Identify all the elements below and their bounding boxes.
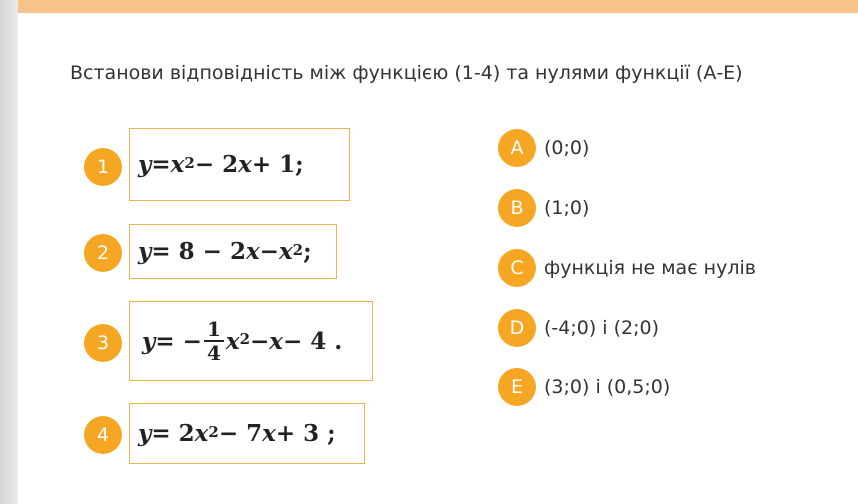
formula-var: y — [142, 327, 156, 355]
formula-var: x — [278, 238, 293, 265]
fraction-numerator: 1 — [204, 318, 224, 342]
formula-fraction — [204, 318, 224, 364]
formula-part: ; — [303, 238, 312, 265]
top-accent-bar — [18, 0, 858, 13]
formula-part: + 1; — [251, 151, 304, 178]
formula-part: + 3 ; — [275, 420, 336, 447]
formula-exponent: 2 — [184, 153, 195, 172]
quiz-card — [18, 0, 858, 504]
formula-exponent: 2 — [239, 330, 251, 348]
formula-var: x — [194, 420, 209, 447]
formula-part: − — [250, 327, 270, 355]
question-text: Встанови відповідність між функцією (1-4) та нулями функції (А-Е) — [70, 62, 743, 84]
formula-var: x — [262, 420, 276, 447]
formula-var: x — [170, 151, 185, 178]
formula-part: − 2 — [194, 151, 239, 178]
answer-d-text: (-4;0) і (2;0) — [544, 317, 660, 339]
formula-part: = — [151, 151, 171, 178]
answer-b-badge: B — [498, 189, 536, 227]
formula-var: x — [245, 238, 260, 265]
formula-part: = 8 − 2 — [151, 238, 246, 265]
formula-var: y — [138, 420, 152, 447]
formula-var: y — [138, 238, 152, 265]
function-4-formula[interactable] — [129, 403, 365, 464]
function-1-formula[interactable] — [129, 128, 350, 201]
formula-exponent: 2 — [292, 240, 304, 259]
formula-var: x — [238, 151, 252, 178]
formula-part: − — [259, 238, 279, 265]
function-2-formula[interactable] — [129, 224, 337, 279]
function-1-badge: 1 — [84, 148, 122, 186]
formula-exponent: 2 — [208, 422, 219, 441]
answer-c-badge: C — [498, 249, 536, 287]
answer-a-badge: A — [498, 129, 536, 167]
answer-e-text: (3;0) і (0,5;0) — [544, 376, 671, 398]
answer-d-badge: D — [498, 309, 536, 347]
answer-c-text: функція не має нулів — [544, 257, 756, 279]
formula-var: y — [138, 151, 152, 178]
answer-e-badge: E — [498, 368, 536, 406]
formula-var: x — [225, 327, 240, 355]
function-2-badge: 2 — [84, 234, 122, 272]
formula-part: = 2 — [151, 420, 195, 447]
answer-a-text: (0;0) — [544, 137, 590, 159]
formula-part: − 7 — [218, 420, 263, 447]
function-4-badge: 4 — [84, 416, 122, 454]
function-3-badge: 3 — [84, 324, 122, 362]
formula-part: − 4 . — [283, 327, 343, 355]
answer-b-text: (1;0) — [544, 197, 590, 219]
function-3-formula[interactable] — [129, 301, 373, 381]
page-background-edge — [0, 0, 18, 504]
formula-part: = − — [155, 327, 202, 355]
formula-var: x — [269, 327, 284, 355]
fraction-denominator: 4 — [206, 341, 221, 365]
